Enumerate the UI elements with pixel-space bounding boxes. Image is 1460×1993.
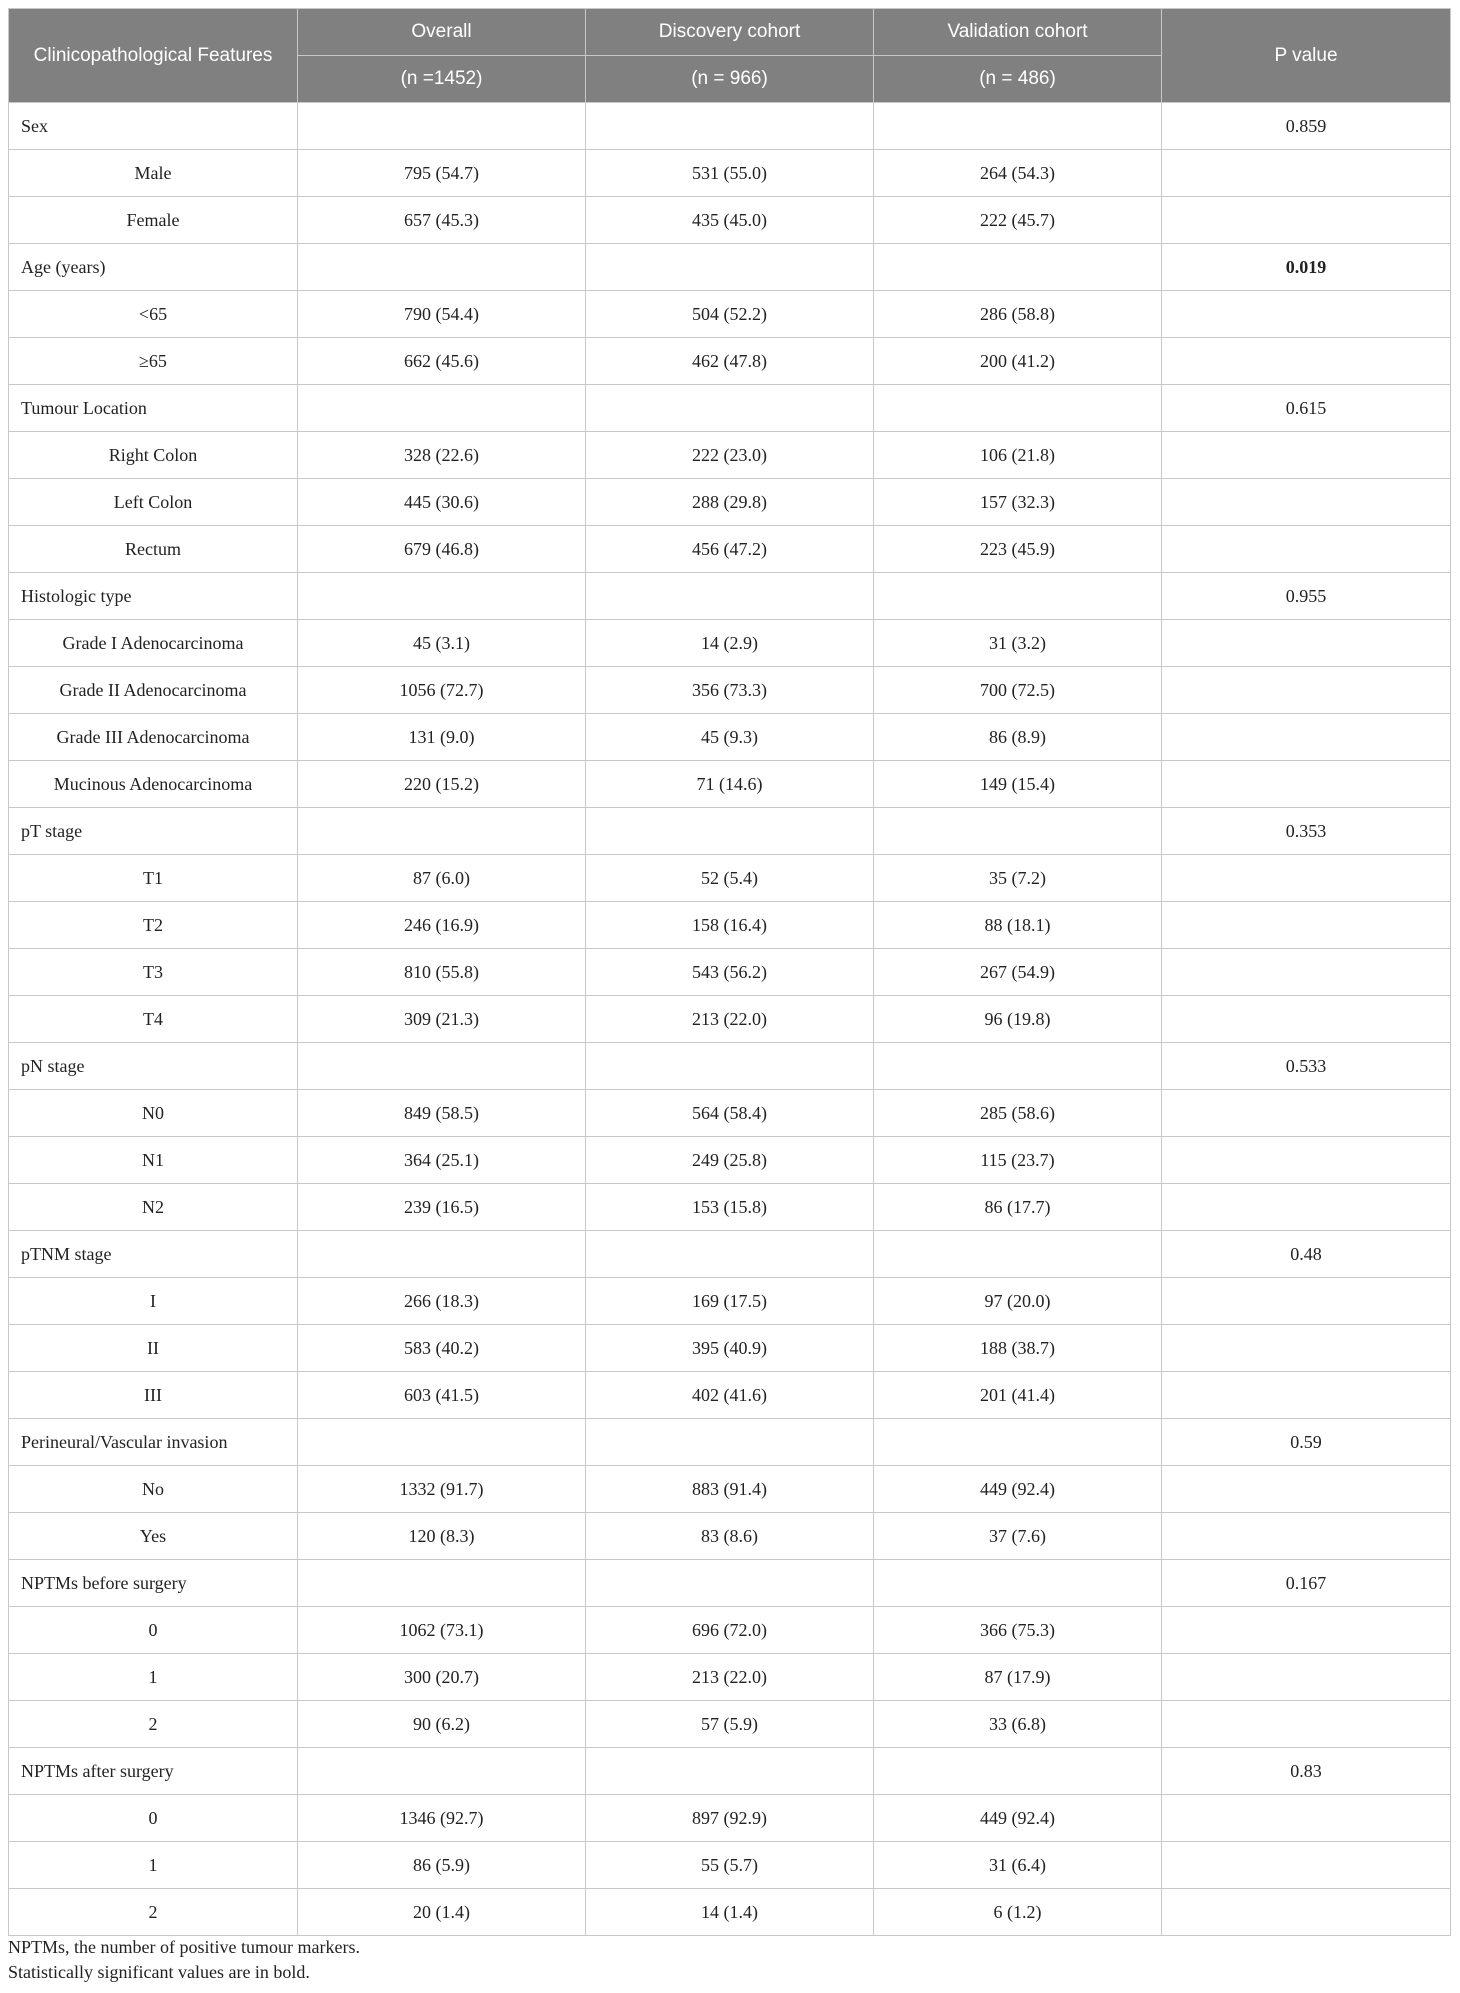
table-row: [9, 1137, 1451, 1184]
overall-value: 445 (30.6): [298, 479, 586, 526]
p-value-cell: 0.353: [1162, 808, 1451, 855]
empty-cell: [586, 1231, 874, 1278]
table-row: [9, 667, 1451, 714]
empty-cell: [874, 1560, 1162, 1607]
table-row: [9, 1278, 1451, 1325]
overall-value: 328 (22.6): [298, 432, 586, 479]
empty-cell: [1162, 1842, 1451, 1889]
overall-value: 220 (15.2): [298, 761, 586, 808]
empty-cell: [298, 808, 586, 855]
p-value-cell: 0.019: [1162, 244, 1451, 291]
overall-value: 790 (54.4): [298, 291, 586, 338]
empty-cell: [1162, 338, 1451, 385]
overall-value: 364 (25.1): [298, 1137, 586, 1184]
data-table-container: [8, 8, 1450, 1936]
subcategory-label: <65: [9, 291, 298, 338]
empty-cell: [1162, 1513, 1451, 1560]
discovery-value: 45 (9.3): [586, 714, 874, 761]
table-row: [9, 1842, 1451, 1889]
subcategory-label: Grade III Adenocarcinoma: [9, 714, 298, 761]
overall-value: 300 (20.7): [298, 1654, 586, 1701]
validation-value: 106 (21.8): [874, 432, 1162, 479]
empty-cell: [1162, 1372, 1451, 1419]
table-row: [9, 620, 1451, 667]
validation-value: 222 (45.7): [874, 197, 1162, 244]
table-row: [9, 761, 1451, 808]
empty-cell: [1162, 150, 1451, 197]
group-row: [9, 1560, 1451, 1607]
subcategory-label: ≥65: [9, 338, 298, 385]
validation-value: 37 (7.6): [874, 1513, 1162, 1560]
group-label: Age (years): [9, 244, 298, 291]
clinicopathological-table: [8, 8, 1451, 1936]
group-label: NPTMs after surgery: [9, 1748, 298, 1795]
header-pvalue: P value: [1162, 9, 1451, 103]
validation-value: 200 (41.2): [874, 338, 1162, 385]
group-row: [9, 1748, 1451, 1795]
validation-value: 188 (38.7): [874, 1325, 1162, 1372]
p-value-cell: 0.167: [1162, 1560, 1451, 1607]
empty-cell: [874, 573, 1162, 620]
overall-value: 657 (45.3): [298, 197, 586, 244]
empty-cell: [298, 103, 586, 150]
discovery-value: 57 (5.9): [586, 1701, 874, 1748]
empty-cell: [298, 385, 586, 432]
header-discovery: Discovery cohort: [586, 9, 874, 56]
overall-value: 583 (40.2): [298, 1325, 586, 1372]
empty-cell: [298, 244, 586, 291]
discovery-value: 158 (16.4): [586, 902, 874, 949]
subcategory-label: No: [9, 1466, 298, 1513]
subcategory-label: Rectum: [9, 526, 298, 573]
table-row: [9, 291, 1451, 338]
subcategory-label: Female: [9, 197, 298, 244]
empty-cell: [1162, 996, 1451, 1043]
discovery-value: 356 (73.3): [586, 667, 874, 714]
empty-cell: [586, 244, 874, 291]
header-validation-n: (n = 486): [874, 56, 1162, 103]
empty-cell: [298, 1231, 586, 1278]
overall-value: 849 (58.5): [298, 1090, 586, 1137]
overall-value: 1056 (72.7): [298, 667, 586, 714]
discovery-value: 402 (41.6): [586, 1372, 874, 1419]
subcategory-label: Grade I Adenocarcinoma: [9, 620, 298, 667]
empty-cell: [1162, 432, 1451, 479]
discovery-value: 395 (40.9): [586, 1325, 874, 1372]
empty-cell: [586, 573, 874, 620]
footnote-bold: Statistically significant values are in bold.: [8, 1962, 310, 1982]
discovery-value: 435 (45.0): [586, 197, 874, 244]
subcategory-label: T2: [9, 902, 298, 949]
discovery-value: 462 (47.8): [586, 338, 874, 385]
validation-value: 96 (19.8): [874, 996, 1162, 1043]
p-value-cell: 0.59: [1162, 1419, 1451, 1466]
table-footnotes: [8, 1935, 360, 1985]
subcategory-label: 0: [9, 1607, 298, 1654]
validation-value: 449 (92.4): [874, 1466, 1162, 1513]
table-row: [9, 338, 1451, 385]
empty-cell: [298, 1043, 586, 1090]
header-overall: Overall: [298, 9, 586, 56]
overall-value: 45 (3.1): [298, 620, 586, 667]
group-label: pN stage: [9, 1043, 298, 1090]
validation-value: 286 (58.8): [874, 291, 1162, 338]
validation-value: 223 (45.9): [874, 526, 1162, 573]
empty-cell: [1162, 291, 1451, 338]
group-row: [9, 1043, 1451, 1090]
empty-cell: [298, 573, 586, 620]
subcategory-label: Right Colon: [9, 432, 298, 479]
subcategory-label: 1: [9, 1842, 298, 1889]
empty-cell: [1162, 1325, 1451, 1372]
discovery-value: 213 (22.0): [586, 1654, 874, 1701]
table-row: [9, 949, 1451, 996]
discovery-value: 249 (25.8): [586, 1137, 874, 1184]
overall-value: 86 (5.9): [298, 1842, 586, 1889]
header-discovery-n: (n = 966): [586, 56, 874, 103]
table-row: [9, 1090, 1451, 1137]
empty-cell: [874, 1419, 1162, 1466]
validation-value: 201 (41.4): [874, 1372, 1162, 1419]
overall-value: 1346 (92.7): [298, 1795, 586, 1842]
validation-value: 31 (6.4): [874, 1842, 1162, 1889]
table-row: [9, 902, 1451, 949]
discovery-value: 543 (56.2): [586, 949, 874, 996]
empty-cell: [1162, 1137, 1451, 1184]
discovery-value: 222 (23.0): [586, 432, 874, 479]
empty-cell: [1162, 1889, 1451, 1936]
validation-value: 267 (54.9): [874, 949, 1162, 996]
group-row: [9, 244, 1451, 291]
p-value-cell: 0.533: [1162, 1043, 1451, 1090]
footnote-nptms: NPTMs, the number of positive tumour markers.: [8, 1937, 360, 1957]
discovery-value: 288 (29.8): [586, 479, 874, 526]
validation-value: 449 (92.4): [874, 1795, 1162, 1842]
header-validation: Validation cohort: [874, 9, 1162, 56]
empty-cell: [586, 1043, 874, 1090]
empty-cell: [1162, 1607, 1451, 1654]
discovery-value: 504 (52.2): [586, 291, 874, 338]
table-row: [9, 1184, 1451, 1231]
empty-cell: [1162, 1654, 1451, 1701]
group-row: [9, 1231, 1451, 1278]
validation-value: 86 (17.7): [874, 1184, 1162, 1231]
empty-cell: [1162, 761, 1451, 808]
subcategory-label: N0: [9, 1090, 298, 1137]
overall-value: 90 (6.2): [298, 1701, 586, 1748]
validation-value: 6 (1.2): [874, 1889, 1162, 1936]
empty-cell: [1162, 1090, 1451, 1137]
validation-value: 86 (8.9): [874, 714, 1162, 761]
validation-value: 33 (6.8): [874, 1701, 1162, 1748]
empty-cell: [1162, 1795, 1451, 1842]
group-label: Histologic type: [9, 573, 298, 620]
header-row: [9, 9, 1451, 56]
subcategory-label: T3: [9, 949, 298, 996]
p-value-cell: 0.955: [1162, 573, 1451, 620]
subcategory-label: N1: [9, 1137, 298, 1184]
subcategory-label: III: [9, 1372, 298, 1419]
discovery-value: 83 (8.6): [586, 1513, 874, 1560]
p-value-cell: 0.859: [1162, 103, 1451, 150]
overall-value: 795 (54.7): [298, 150, 586, 197]
group-row: [9, 385, 1451, 432]
overall-value: 20 (1.4): [298, 1889, 586, 1936]
subcategory-label: Male: [9, 150, 298, 197]
empty-cell: [874, 385, 1162, 432]
empty-cell: [1162, 902, 1451, 949]
table-row: [9, 1372, 1451, 1419]
overall-value: 309 (21.3): [298, 996, 586, 1043]
empty-cell: [1162, 1278, 1451, 1325]
empty-cell: [874, 808, 1162, 855]
table-row: [9, 996, 1451, 1043]
discovery-value: 696 (72.0): [586, 1607, 874, 1654]
discovery-value: 71 (14.6): [586, 761, 874, 808]
overall-value: 1332 (91.7): [298, 1466, 586, 1513]
table-row: [9, 1513, 1451, 1560]
overall-value: 87 (6.0): [298, 855, 586, 902]
overall-value: 1062 (73.1): [298, 1607, 586, 1654]
discovery-value: 52 (5.4): [586, 855, 874, 902]
group-label: Tumour Location: [9, 385, 298, 432]
subcategory-label: 1: [9, 1654, 298, 1701]
table-body: [9, 103, 1451, 1936]
empty-cell: [874, 1231, 1162, 1278]
p-value-cell: 0.48: [1162, 1231, 1451, 1278]
overall-value: 662 (45.6): [298, 338, 586, 385]
overall-value: 810 (55.8): [298, 949, 586, 996]
table-row: [9, 1607, 1451, 1654]
empty-cell: [1162, 1184, 1451, 1231]
subcategory-label: 2: [9, 1701, 298, 1748]
empty-cell: [586, 1560, 874, 1607]
discovery-value: 169 (17.5): [586, 1278, 874, 1325]
overall-value: 603 (41.5): [298, 1372, 586, 1419]
overall-value: 131 (9.0): [298, 714, 586, 761]
subcategory-label: Yes: [9, 1513, 298, 1560]
table-row: [9, 855, 1451, 902]
group-label: Sex: [9, 103, 298, 150]
table-row: [9, 150, 1451, 197]
subcategory-label: II: [9, 1325, 298, 1372]
empty-cell: [1162, 667, 1451, 714]
table-row: [9, 1795, 1451, 1842]
group-label: Perineural/Vascular invasion: [9, 1419, 298, 1466]
table-row: [9, 479, 1451, 526]
p-value-cell: 0.83: [1162, 1748, 1451, 1795]
validation-value: 366 (75.3): [874, 1607, 1162, 1654]
subcategory-label: Left Colon: [9, 479, 298, 526]
group-row: [9, 103, 1451, 150]
validation-value: 157 (32.3): [874, 479, 1162, 526]
table-row: [9, 1466, 1451, 1513]
empty-cell: [586, 103, 874, 150]
empty-cell: [1162, 620, 1451, 667]
subcategory-label: N2: [9, 1184, 298, 1231]
validation-value: 88 (18.1): [874, 902, 1162, 949]
empty-cell: [1162, 1466, 1451, 1513]
group-row: [9, 1419, 1451, 1466]
table-row: [9, 1654, 1451, 1701]
table-row: [9, 1325, 1451, 1372]
empty-cell: [586, 1748, 874, 1795]
validation-value: 149 (15.4): [874, 761, 1162, 808]
subcategory-label: 2: [9, 1889, 298, 1936]
discovery-value: 55 (5.7): [586, 1842, 874, 1889]
validation-value: 700 (72.5): [874, 667, 1162, 714]
empty-cell: [1162, 949, 1451, 996]
discovery-value: 564 (58.4): [586, 1090, 874, 1137]
table-row: [9, 432, 1451, 479]
discovery-value: 213 (22.0): [586, 996, 874, 1043]
group-label: NPTMs before surgery: [9, 1560, 298, 1607]
discovery-value: 883 (91.4): [586, 1466, 874, 1513]
table-header: [9, 9, 1451, 103]
empty-cell: [874, 1043, 1162, 1090]
header-overall-n: (n =1452): [298, 56, 586, 103]
empty-cell: [1162, 855, 1451, 902]
empty-cell: [586, 385, 874, 432]
subcategory-label: Mucinous Adenocarcinoma: [9, 761, 298, 808]
table-row: [9, 197, 1451, 244]
validation-value: 285 (58.6): [874, 1090, 1162, 1137]
empty-cell: [874, 1748, 1162, 1795]
table-row: [9, 1889, 1451, 1936]
table-row: [9, 526, 1451, 573]
group-row: [9, 573, 1451, 620]
empty-cell: [1162, 1701, 1451, 1748]
validation-value: 31 (3.2): [874, 620, 1162, 667]
empty-cell: [586, 808, 874, 855]
overall-value: 679 (46.8): [298, 526, 586, 573]
discovery-value: 14 (2.9): [586, 620, 874, 667]
discovery-value: 531 (55.0): [586, 150, 874, 197]
subcategory-label: I: [9, 1278, 298, 1325]
empty-cell: [298, 1748, 586, 1795]
discovery-value: 897 (92.9): [586, 1795, 874, 1842]
subcategory-label: T1: [9, 855, 298, 902]
validation-value: 97 (20.0): [874, 1278, 1162, 1325]
table-row: [9, 1701, 1451, 1748]
header-features: Clinicopathological Features: [9, 9, 298, 103]
validation-value: 35 (7.2): [874, 855, 1162, 902]
discovery-value: 456 (47.2): [586, 526, 874, 573]
subcategory-label: T4: [9, 996, 298, 1043]
overall-value: 239 (16.5): [298, 1184, 586, 1231]
discovery-value: 14 (1.4): [586, 1889, 874, 1936]
table-row: [9, 714, 1451, 761]
empty-cell: [298, 1419, 586, 1466]
validation-value: 115 (23.7): [874, 1137, 1162, 1184]
discovery-value: 153 (15.8): [586, 1184, 874, 1231]
validation-value: 87 (17.9): [874, 1654, 1162, 1701]
subcategory-label: Grade II Adenocarcinoma: [9, 667, 298, 714]
overall-value: 266 (18.3): [298, 1278, 586, 1325]
empty-cell: [298, 1560, 586, 1607]
group-label: pTNM stage: [9, 1231, 298, 1278]
empty-cell: [586, 1419, 874, 1466]
empty-cell: [1162, 197, 1451, 244]
empty-cell: [1162, 714, 1451, 761]
p-value-cell: 0.615: [1162, 385, 1451, 432]
group-label: pT stage: [9, 808, 298, 855]
subcategory-label: 0: [9, 1795, 298, 1842]
validation-value: 264 (54.3): [874, 150, 1162, 197]
overall-value: 120 (8.3): [298, 1513, 586, 1560]
overall-value: 246 (16.9): [298, 902, 586, 949]
empty-cell: [874, 244, 1162, 291]
empty-cell: [1162, 526, 1451, 573]
group-row: [9, 808, 1451, 855]
empty-cell: [1162, 479, 1451, 526]
empty-cell: [874, 103, 1162, 150]
